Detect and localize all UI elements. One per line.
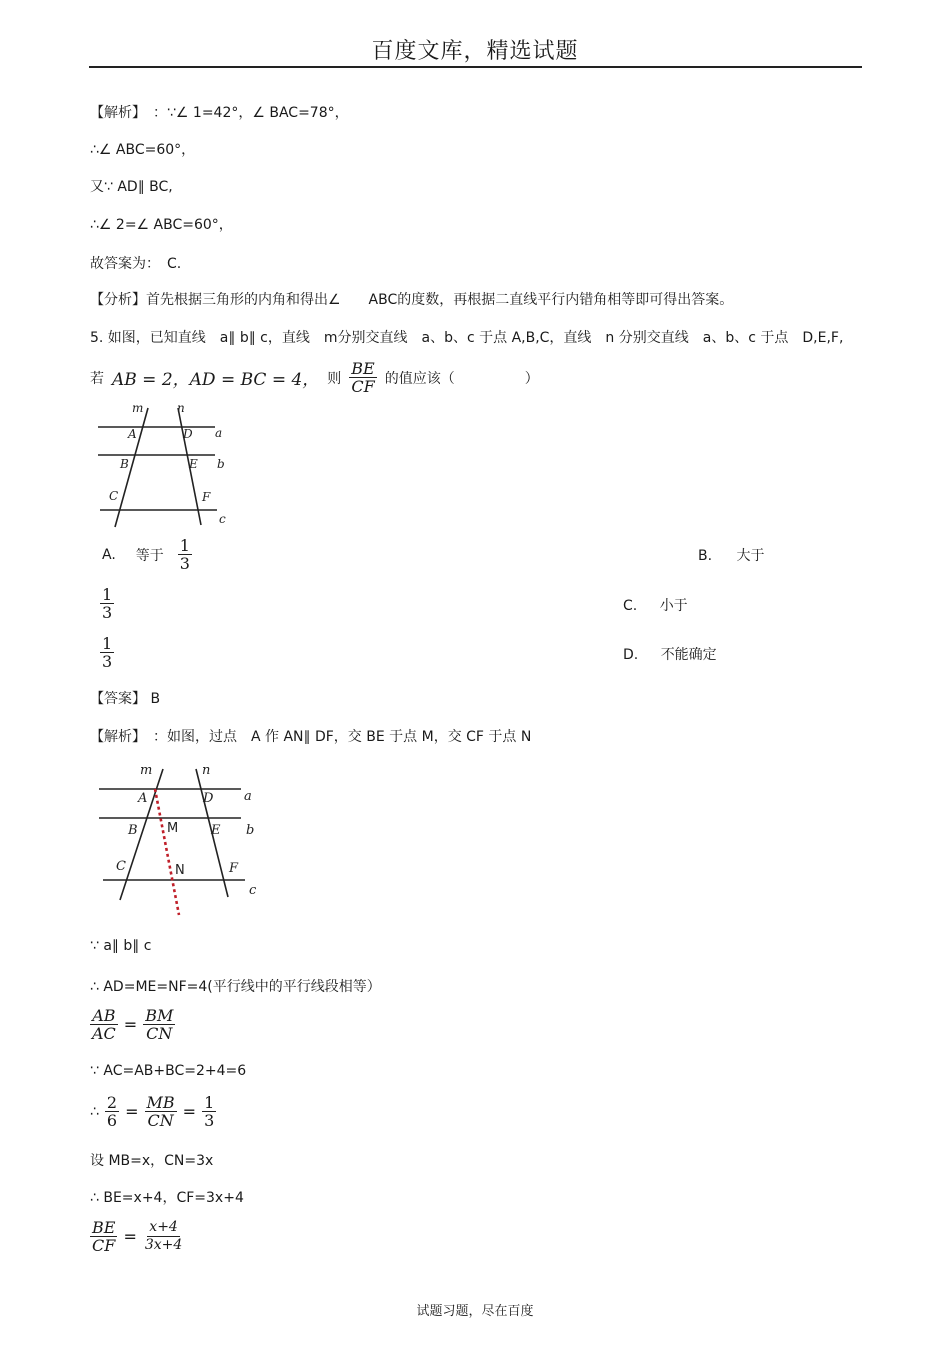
solution-line: ∴∠ ABC=60°， [90, 142, 196, 158]
fraction-numerator: 1 [204, 1093, 215, 1112]
condition-suffix: 的值应该（ ） [384, 370, 539, 387]
solution-line: 又∵ AD∥ BC, [90, 179, 173, 195]
option-A [102, 537, 192, 572]
option-B [698, 545, 765, 565]
label-B: B [120, 457, 129, 471]
fraction-numerator: 1 [102, 585, 113, 604]
option-letter: A. [102, 546, 116, 563]
fraction-numerator: AB [92, 1006, 116, 1025]
fraction-numerator: x+4 [149, 1219, 178, 1235]
solution-step: ∵ a∥ b∥ c [90, 938, 152, 954]
label-b: b [246, 823, 255, 838]
option-fraction [100, 586, 114, 621]
solution-line: ∴∠ 2=∠ ABC=60°， [90, 217, 233, 233]
fraction-numerator: MB [146, 1093, 175, 1112]
fraction-denominator: 3x+4 [144, 1237, 183, 1253]
fraction-numerator: 1 [179, 536, 190, 555]
fraction-numerator: BM [145, 1006, 174, 1025]
label-C: C [116, 859, 126, 874]
option-text: 不能确定 [660, 647, 717, 663]
condition-then: 则 [327, 370, 342, 387]
option-fraction [100, 635, 114, 670]
solution-line: 故答案为： C. [90, 256, 182, 272]
therefore-symbol: ∴ [90, 1103, 99, 1120]
label-c: c [249, 883, 257, 898]
option-text: 等于 [135, 547, 164, 564]
fraction [90, 1219, 117, 1254]
condition-prefix: 若 [90, 370, 104, 387]
option-C [623, 595, 688, 615]
parallel-lines-figure [95, 400, 235, 530]
solution-line: 【解析】 ：∵∠ 1=42°，∠ BAC=78°， [90, 105, 349, 121]
fraction-denominator: CF [351, 377, 375, 396]
option-C-fraction [100, 635, 114, 670]
equation-3: $\frac{BE}{CF}$ = $\frac{x+4}{3x+4}$ [92, 1218, 183, 1255]
fraction [145, 1094, 177, 1129]
answer-line: 【答案】 B [90, 691, 161, 707]
solution-step: 设 MB=x，CN=3x [90, 1153, 214, 1169]
fraction-denominator: 3 [102, 652, 113, 671]
fraction-denominator: 6 [106, 1111, 118, 1130]
solution-step: ∴ AD=ME=NF=4(平行线中的平行线段相等） [90, 979, 381, 995]
fraction-denominator: CF [92, 1236, 116, 1255]
fraction-numerator: 1 [102, 634, 113, 653]
ratio-fraction [349, 360, 376, 395]
solution-step: ∴ BE=x+4，CF=3x+4 [90, 1190, 244, 1206]
label-M: M [167, 821, 179, 836]
option-text: 小于 [659, 598, 688, 614]
fraction-denominator: 3 [179, 554, 190, 573]
page-header-title: 百度文库，精选试题 [371, 39, 579, 64]
fraction-denominator: 3 [102, 603, 113, 622]
label-E: E [189, 457, 198, 471]
option-text: 大于 [736, 548, 765, 564]
solution-intro: 【解析】 ：如图，过点 A 作 AN∥ DF，交 BE 于点 M，交 CF 于点 N [90, 729, 532, 745]
fraction-denominator: 3 [204, 1111, 215, 1130]
label-a: a [244, 789, 252, 804]
label-C: C [109, 489, 119, 503]
label-D: D [203, 791, 214, 806]
solution-step: ∵ AC=AB+BC=2+4=6 [90, 1063, 247, 1079]
option-D [623, 644, 717, 664]
label-c: c [219, 512, 226, 526]
label-N: N [175, 863, 185, 878]
auxiliary-line-AN [155, 789, 179, 915]
fraction [90, 1007, 118, 1042]
option-letter: C. [623, 598, 638, 614]
equation-1: $\frac{AB}{AC}$ = $\frac{BM}{CN}$ [92, 1006, 174, 1043]
fraction-denominator: CN [147, 1111, 174, 1130]
label-B: B [128, 823, 138, 838]
fraction-numerator: BE [351, 359, 375, 378]
label-m: m [140, 763, 153, 778]
label-n: n [202, 763, 211, 778]
analysis-line: 【分析】首先根据三角形的内角和得出∠ ABC的度数，再根据二直线平行内错角相等即可得出答案。 [90, 292, 734, 308]
condition-math: AB = 2，AD = BC = 4， [112, 370, 320, 390]
header-rule [89, 66, 862, 68]
equation-2: ∴ $\frac{2}{6}$ = $\frac{MB}{CN}$ = $\frac{1}{3}$ [90, 1093, 215, 1130]
option-fraction [178, 537, 192, 572]
fraction-denominator: AC [92, 1024, 116, 1043]
label-F: F [229, 861, 239, 876]
auxiliary-line-figure [95, 760, 265, 920]
page-footer: 试题习题，尽在百度 [416, 1304, 534, 1319]
fraction-denominator: CN [146, 1024, 173, 1043]
label-E: E [211, 823, 221, 838]
label-A: A [138, 791, 148, 806]
label-n: n [177, 401, 185, 415]
fraction [143, 1007, 175, 1042]
fraction [202, 1094, 216, 1129]
fraction-numerator: 2 [106, 1093, 118, 1112]
label-b: b [217, 457, 225, 471]
option-B-fraction [100, 586, 114, 621]
question-stem: 5. 如图，已知直线 a∥ b∥ c，直线 m分别交直线 a、b、c 于点 A,B,C，直线 n 分别交直线 a、b、c 于点 D,E,F, [90, 330, 844, 346]
fraction [143, 1219, 184, 1254]
question-condition [90, 360, 539, 395]
label-m: m [132, 401, 144, 415]
fraction [105, 1094, 119, 1129]
label-D: D [183, 427, 193, 441]
label-a: a [215, 426, 223, 440]
option-letter: B. [698, 548, 713, 564]
label-F: F [202, 490, 211, 504]
fraction-numerator: BE [92, 1218, 116, 1237]
label-A: A [128, 427, 137, 441]
option-letter: D. [623, 647, 639, 663]
